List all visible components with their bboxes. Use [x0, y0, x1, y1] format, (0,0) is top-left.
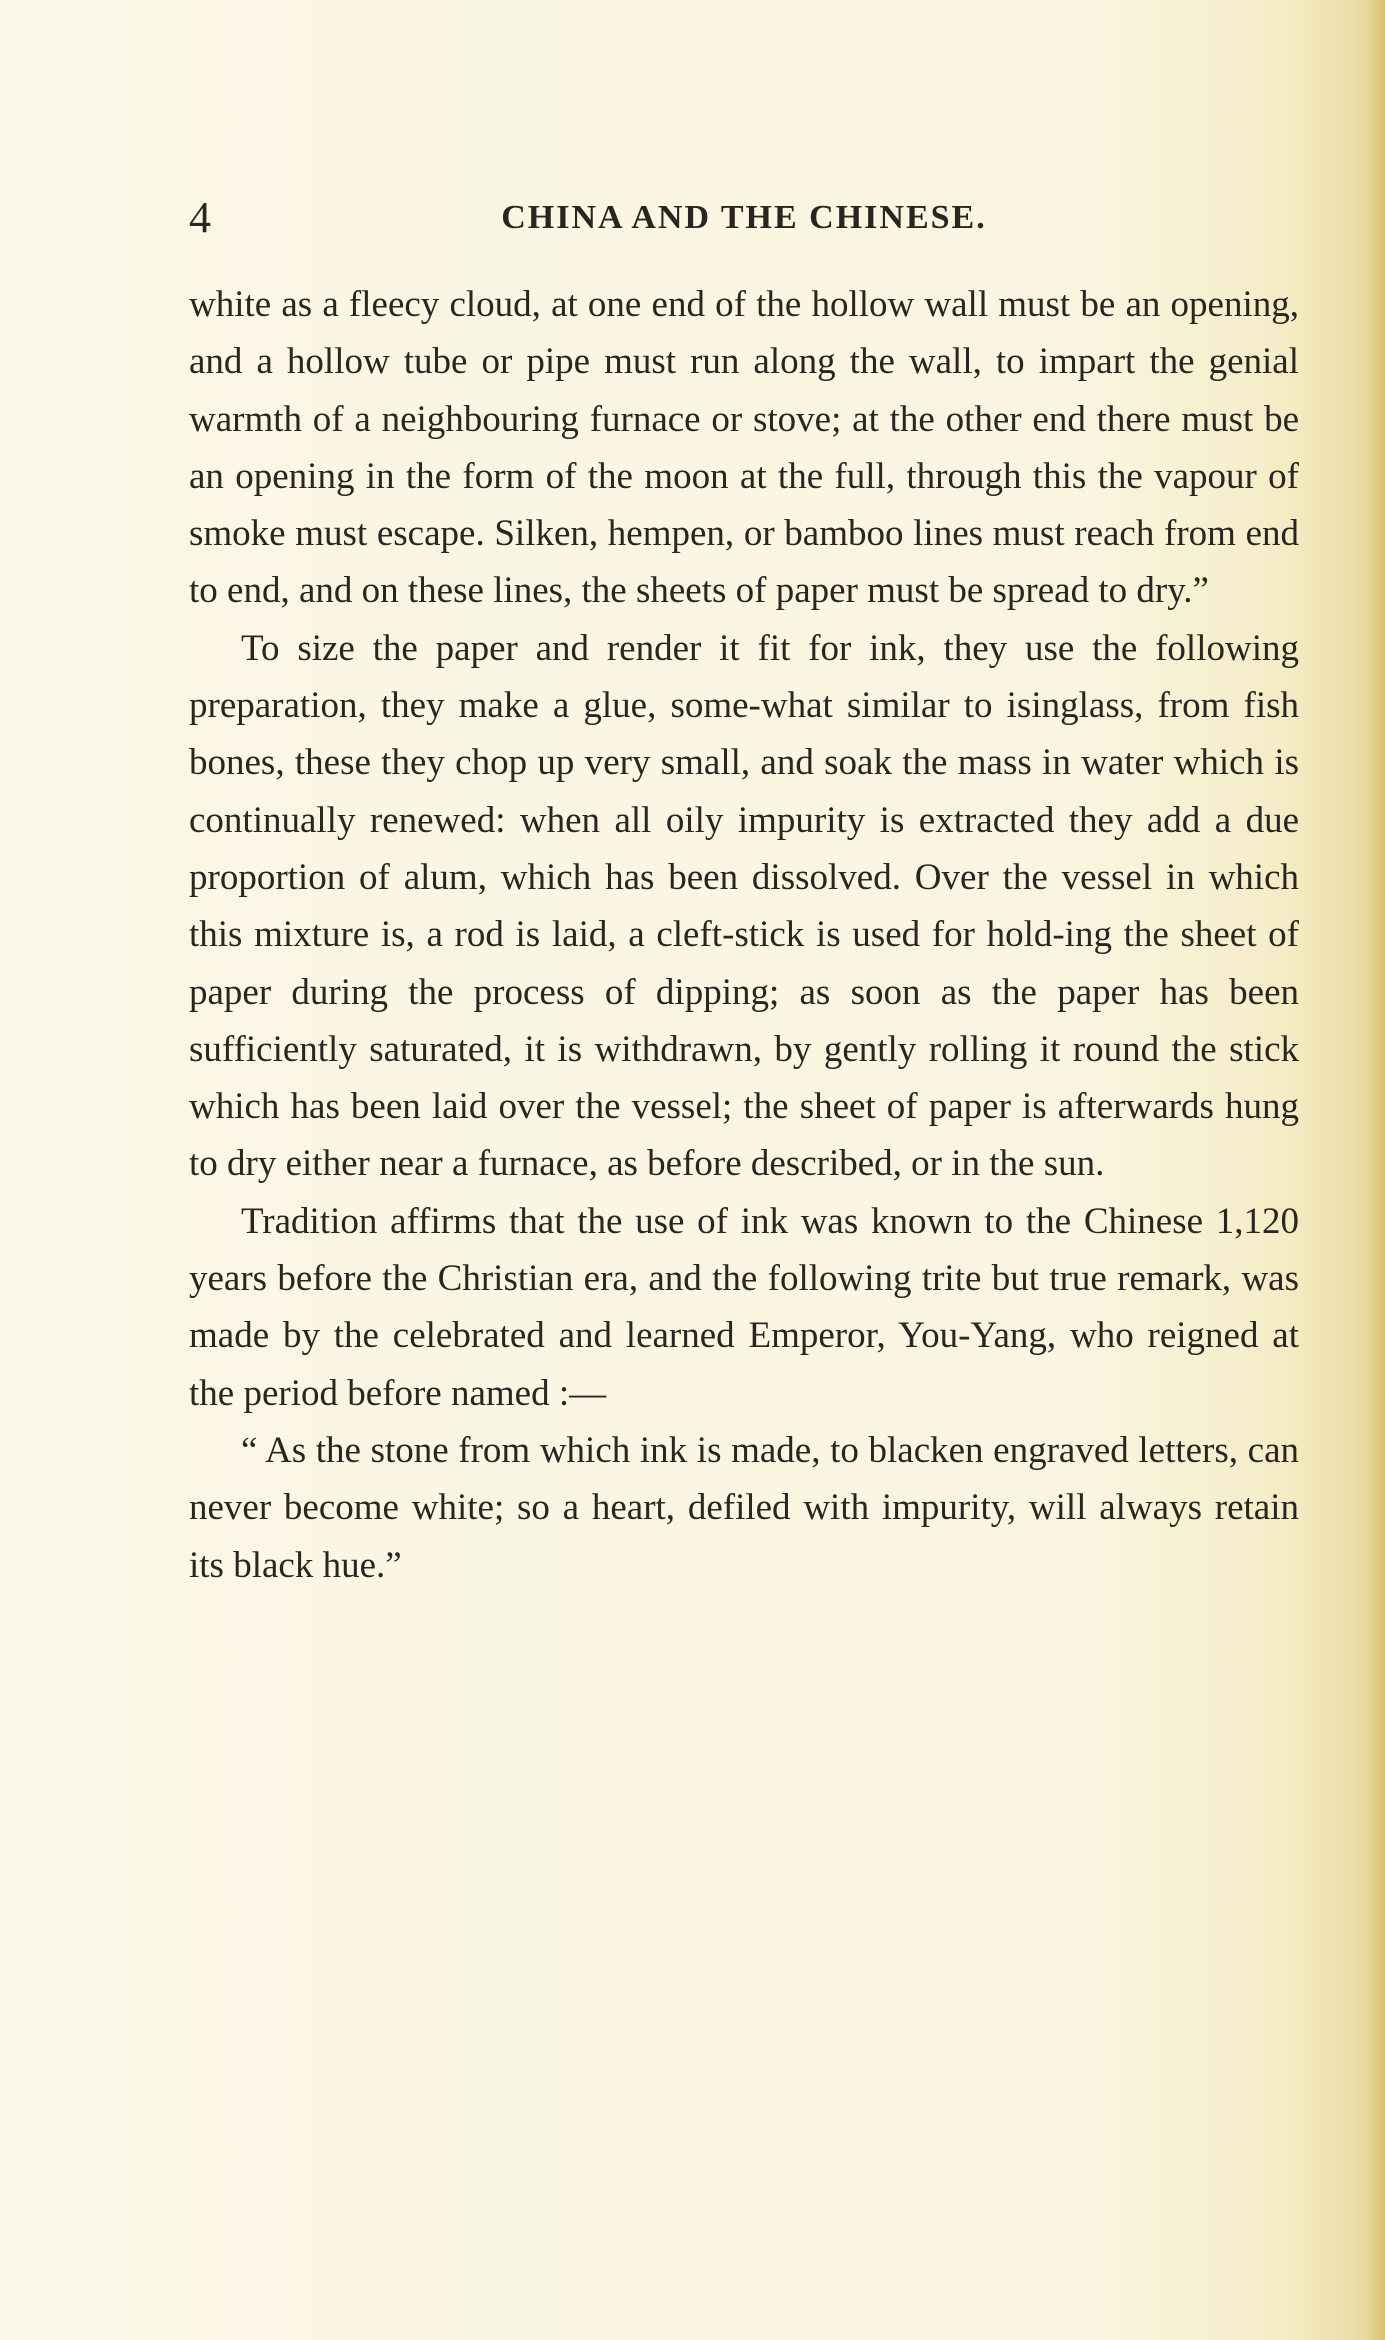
paragraph-sizing-paper: To size the paper and render it fit for ink, they use the following preparation, they make a glue, some-what similar to isinglass, from fish bones, these they chop up very small, and soak the mass in water which is continually renewed: when all oily impurity is extracted they add a due proportion of alum, which has been dissolved. Over the vessel in which this mixture is, a rod is laid, a cleft-stick is used for hold-ing the sheet of paper during the process of dipping; as soon as the paper has been sufficiently saturated, it is withdrawn, by gently rolling it round the stick which has been laid over the vessel; the sheet of paper is afterwards hung to dry either near a furnace, as before described, or in the sun. [189, 627, 1299, 1185]
paragraph-continued: white as a fleecy cloud, at one end of the hollow wall must be an opening, and a hollow tube or pipe must run along the wall, to impart the genial warmth of a neighbouring furnace or stove; at the other end there must be an opening in the form of the moon at the full, through this the vapour of smoke must escape. Silken, hempen, or bamboo lines must reach from end to end, and on these lines, the sheets of paper must be spread to dry.” [189, 284, 1299, 612]
running-title: CHINA AND THE CHINESE. [501, 199, 987, 236]
page-header [189, 188, 1299, 248]
page-edge-shadow [1367, 0, 1385, 2340]
paragraph-quotation: “ As the stone from which ink is made, to blacken engraved letters, can never become white; so a heart, defiled with impurity, will always retain its black hue.” [189, 1429, 1299, 1586]
page-number: 4 [189, 193, 211, 242]
paragraph-ink-tradition: Tradition affirms that the use of ink was known to the Chinese 1,120 years before the Christian era, and the following trite but true remark, was made by the celebrated and learned Emperor, You-Yang, who reigned at the period before named :— [189, 1200, 1299, 1414]
body-text [189, 276, 1299, 1594]
